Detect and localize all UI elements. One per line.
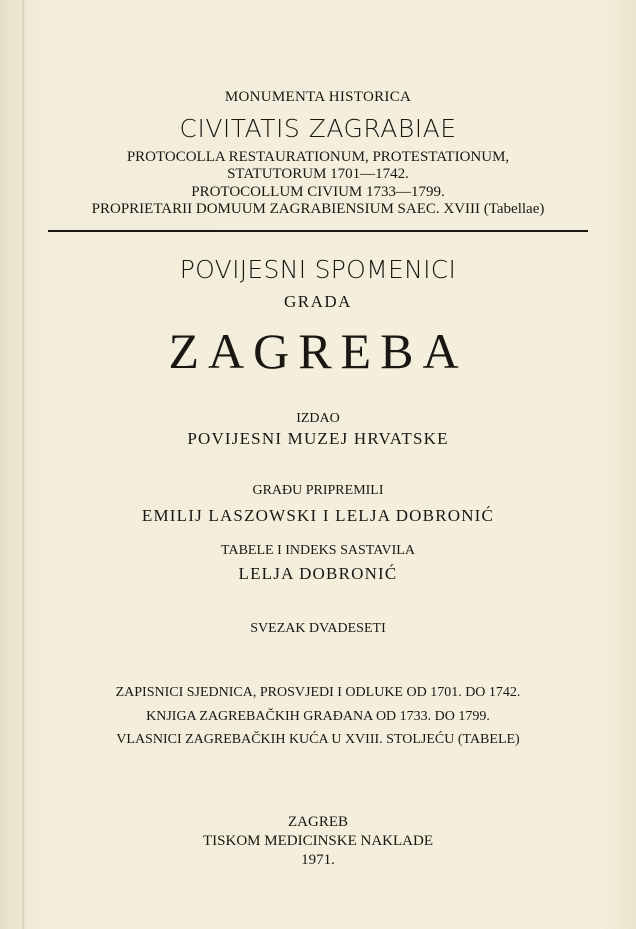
index-label: TABELE I INDEKS SASTAVILA	[221, 543, 415, 558]
imprint-year: 1971.	[301, 852, 335, 868]
civitas-title: CIVITATIS ZAGRABIAE	[179, 114, 457, 143]
title-line-2: GRADA	[284, 292, 352, 311]
latin-line-3: PROTOCOLLUM CIVIUM 1733—1799.	[191, 184, 445, 200]
title-line-1: POVIJESNI SPOMENICI	[179, 255, 457, 284]
header-divider	[48, 230, 588, 232]
index-name: LELJA DOBRONIĆ	[238, 564, 398, 583]
city-title: ZAGREBA	[168, 323, 468, 379]
editors-names: EMILIJ LASZOWSKI I LELJA DOBRONIĆ	[141, 506, 495, 525]
publisher-name: POVIJESNI MUZEJ HRVATSKE	[187, 429, 449, 448]
imprint-printer: TISKOM MEDICINSKE NAKLADE	[203, 833, 433, 849]
publisher-label: IZDAO	[296, 411, 340, 426]
volume-label: SVEZAK DVADESETI	[250, 621, 386, 636]
latin-line-4: PROPRIETARII DOMUUM ZAGRABIENSIUM SAEC. XVIII (Tabellae)	[91, 201, 545, 217]
contents-line-2: KNJIGA ZAGREBAČKIH GRAĐANA OD 1733. DO 1799.	[146, 709, 490, 724]
contents-line-1: ZAPISNICI SJEDNICA, PROSVJEDI I ODLUKE OD 1701. DO 1742.	[115, 685, 521, 700]
imprint-city: ZAGREB	[288, 814, 348, 830]
latin-line-2: STATUTORUM 1701—1742.	[227, 166, 409, 182]
latin-line-1: PROTOCOLLA RESTAURATIONUM, PROTESTATIONUM,	[126, 149, 510, 165]
editors-label: GRAĐU PRIPREMILI	[252, 483, 384, 498]
series-title: MONUMENTA HISTORICA	[224, 89, 412, 105]
contents-line-3: VLASNICI ZAGREBAČKIH KUĆA U XVIII. STOLJEĆU (TABELE)	[116, 732, 520, 747]
